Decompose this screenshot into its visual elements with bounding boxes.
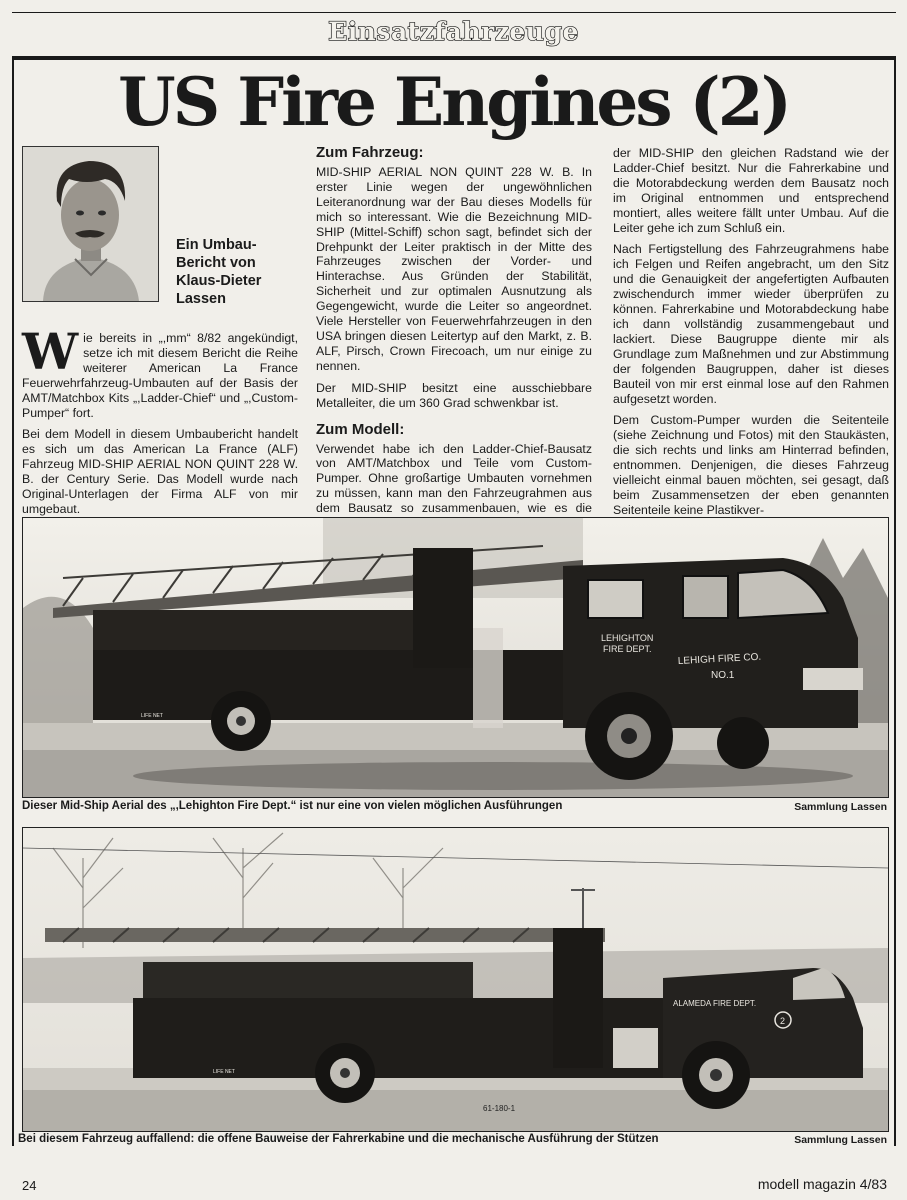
intro-text: ie bereits in „,mm“ 8/82 angekündigt, setze ich mit diesem Bericht die Reihe weiterer American La France Feuerwehrfahrzeug-Umbauten auf der Basis der AMT/Matchbox Kits „,Ladder-Chief“ und „,Custom-Pumper“ fort. bbox=[22, 331, 298, 420]
wheel bbox=[717, 717, 769, 769]
article-column-middle bbox=[316, 144, 592, 531]
author-portrait bbox=[22, 146, 159, 302]
intro-paragraph bbox=[22, 322, 298, 420]
subheading: Zum Fahrzeug: bbox=[316, 144, 424, 161]
door-badge-number: 2 bbox=[780, 1016, 786, 1026]
page-title: US Fire Engines (2) bbox=[118, 63, 789, 141]
photo-alameda-fire-truck bbox=[22, 827, 889, 1132]
byline-line: Klaus-Dieter bbox=[176, 273, 262, 289]
byline-line: Lassen bbox=[176, 291, 226, 307]
page-number: 24 bbox=[22, 1178, 37, 1193]
article-column-left bbox=[22, 322, 298, 524]
body-paragraph: Verwendet habe ich den Ladder-Chief-Bausatz von AMT/Matchbox und Teile vom Custom-Pumper. Ohne großartige Umbauten vornehmen zu müssen, kann man den Fahrzeugrahmen aus dem Bausatz so zusammenbauen, wie es die bbox=[316, 441, 592, 516]
wheel bbox=[315, 1043, 375, 1103]
wheel bbox=[682, 1041, 750, 1109]
body-paragraph: Bei dem Modell in diesem Umbaubericht handelt es sich um das American La France (ALF) Fahrzeug MID-SHIP AERIAL NON QUINT 228 W. B. der Century Serie. Das Modell wurde nach Original-Unterlagen der Firma ALF von mir umgebaut. bbox=[22, 427, 298, 516]
drop-cap: W bbox=[22, 322, 79, 381]
body-paragraph: MID-SHIP AERIAL NON QUINT 228 W. B. In erster Linie wegen der ungewöhnlichen Leiteranordnung war der Bau dieses Modells für mich so interessant. Wie die Bezeichnung MID-SHIP (Mittel-Schiff) schon sagt, befindet sich der Drehpunkt der Leiter praktisch in der Mitte des Fahrzeuges zwischen der Vorder- und Hinterachse. Aus Gründen der Stabilität, Sicherheit und zur optimalen Ausnutzung als Gegengewicht, wurde die Leiter so angeordnet. Viele Hersteller von Feuerwehrfahrzeugen in den USA bringen diesen Leitertyp auf den Markt, z. B. ALF, Pirsch, Crown Firecoach, um nur einige zu nennen. bbox=[316, 165, 592, 373]
article-column-right bbox=[613, 146, 889, 518]
page-right-border bbox=[894, 56, 896, 1146]
page-left-border bbox=[12, 56, 14, 1146]
wheel bbox=[211, 691, 271, 751]
byline-line: Bericht von bbox=[176, 255, 256, 271]
door-lettering: LEHIGH FIRE CO. bbox=[677, 651, 762, 667]
body-paragraph: Dem Custom-Pumper wurden die Seitenteile (siehe Zeichnung und Fotos) mit den Staukästen, die sich rechts und links am Hinterrad befinden, entnommen. Denjenigen, die dieses Fahrzeug vielleicht einmal bauen möchten, sei gesagt, daß beim Zusammensetzen der eben genannten Seitenteile keine Plastikver- bbox=[613, 413, 889, 517]
magazine-issue: modell magazin 4/83 bbox=[757, 1176, 887, 1192]
body-paragraph: Der MID-SHIP besitzt eine ausschiebbare Metalleiter, die um 360 Grad schwenkbar ist. bbox=[316, 380, 592, 410]
door-lettering: ALAMEDA FIRE DEPT. bbox=[673, 999, 757, 1008]
body-paragraph: Nach Fertigstellung des Fahrzeugrahmens habe ich Felgen und Reifen angebracht, um den Sitz und die Genauigkeit der angefertigten Aufbauten zwischendurch immer wieder überprüfen zu können. Fahrerkabine und Motorabdeckung habe ich dann vollständig zusammengebaut und lackiert. Diese Baugruppe diente mir als Grundlage zum Maßnehmen und zur Abstimmung der folgenden Baugruppen, daher ist dieses Bauteil von mir erst einmal lose auf den Rahmen aufgesetzt worden. bbox=[613, 242, 889, 406]
section-title: Einsatzfahrzeuge bbox=[328, 17, 579, 46]
subheading: Zum Modell: bbox=[316, 420, 405, 438]
photo-credit: Sammlung Lassen bbox=[794, 1134, 887, 1146]
photo-caption: Dieser Mid-Ship Aerial des „,Lehighton Fire Dept.“ ist nur eine von vielen möglichen Ausführungen bbox=[22, 800, 563, 812]
plate-lettering: LIFE NET bbox=[141, 713, 163, 719]
photo-lehighton-fire-truck bbox=[22, 517, 889, 798]
author-byline bbox=[176, 236, 306, 308]
photo-credit: Sammlung Lassen bbox=[794, 801, 887, 813]
body-paragraph: der MID-SHIP den gleichen Radstand wie der Ladder-Chief besitzt. Nur die Fahrerkabine und die Motorabdeckung werden dem Bausatz noch im Original entnommen und entsprechend montiert, alles weitere fällt unter Umbau. Auf die Leiter gehe ich zum Schluß ein. bbox=[613, 146, 889, 235]
wheel bbox=[585, 692, 673, 780]
byline-line: Ein Umbau- bbox=[176, 237, 257, 253]
door-lettering: NO.1 bbox=[711, 670, 735, 681]
film-mark: 61-180-1 bbox=[483, 1104, 516, 1113]
door-lettering: FIRE DEPT. bbox=[603, 644, 652, 654]
header-thin-rule bbox=[12, 12, 896, 13]
header-thick-rule bbox=[12, 56, 896, 60]
plate-lettering: LIFE NET bbox=[213, 1069, 235, 1075]
door-lettering: LEHIGHTON bbox=[601, 633, 654, 643]
photo-caption: Bei diesem Fahrzeug auffallend: die offene Bauweise der Fahrerkabine und die mechanische Ausführung der Stützen bbox=[18, 1133, 659, 1145]
